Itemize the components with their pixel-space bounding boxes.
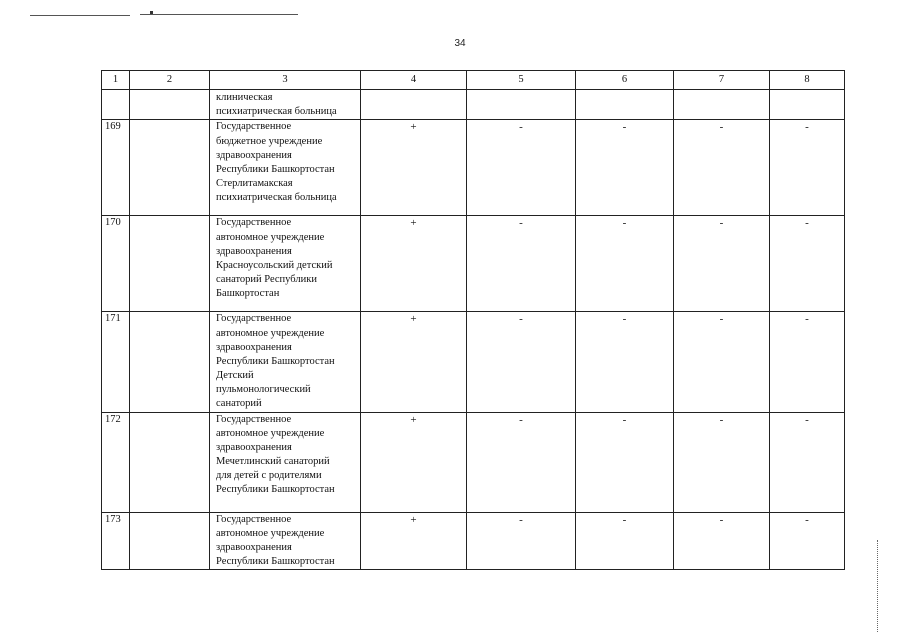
institution-name: Государственное автономное учреждение здравоохранения Республики Башкортостан xyxy=(210,512,361,570)
mark-col4: + xyxy=(361,412,467,512)
mark-col5: - xyxy=(467,120,576,216)
row-number: 173 xyxy=(102,512,130,570)
row-col2 xyxy=(130,90,210,120)
header-cell-1: 1 xyxy=(102,71,130,90)
mark-col6 xyxy=(576,90,674,120)
header-cell-2: 2 xyxy=(130,71,210,90)
row-col2 xyxy=(130,512,210,570)
row-number xyxy=(102,90,130,120)
mark-col5: - xyxy=(467,412,576,512)
mark-col4: + xyxy=(361,312,467,412)
table-row xyxy=(102,412,845,512)
table-row xyxy=(102,312,845,412)
table-row-continuation xyxy=(102,90,845,120)
header-cell-8: 8 xyxy=(770,71,845,90)
table-row xyxy=(102,120,845,216)
mark-col5: - xyxy=(467,216,576,312)
row-col2 xyxy=(130,312,210,412)
table-header-row xyxy=(102,71,845,90)
mark-col7: - xyxy=(674,120,770,216)
mark-col6: - xyxy=(576,512,674,570)
institution-name: Государственное автономное учреждение здравоохранения Красноусольский детский санаторий Республики Башкортостан xyxy=(210,216,361,312)
table-row xyxy=(102,512,845,570)
row-col2 xyxy=(130,412,210,512)
mark-col5 xyxy=(467,90,576,120)
mark-col8: - xyxy=(770,312,845,412)
mark-col6: - xyxy=(576,120,674,216)
mark-col5: - xyxy=(467,512,576,570)
mark-col7: - xyxy=(674,216,770,312)
header-cell-4: 4 xyxy=(361,71,467,90)
row-number: 171 xyxy=(102,312,130,412)
mark-col7: - xyxy=(674,312,770,412)
institution-name: Государственное автономное учреждение здравоохранения Республики Башкортостан Детский пульмонологический санаторий xyxy=(210,312,361,412)
scan-rule-left xyxy=(30,15,130,16)
mark-col4 xyxy=(361,90,467,120)
mark-col5: - xyxy=(467,312,576,412)
table-row xyxy=(102,216,845,312)
mark-col8: - xyxy=(770,412,845,512)
scan-mark xyxy=(150,11,153,14)
mark-col4: + xyxy=(361,512,467,570)
header-cell-3: 3 xyxy=(210,71,361,90)
mark-col8 xyxy=(770,90,845,120)
header-cell-5: 5 xyxy=(467,71,576,90)
mark-col6: - xyxy=(576,412,674,512)
page-number: 34 xyxy=(454,38,466,49)
mark-col7: - xyxy=(674,512,770,570)
mark-col7 xyxy=(674,90,770,120)
scan-rule-right xyxy=(140,14,298,15)
header-cell-6: 6 xyxy=(576,71,674,90)
institution-name: клиническая психиатрическая больница xyxy=(210,90,361,120)
row-number: 170 xyxy=(102,216,130,312)
institution-name: Государственное бюджетное учреждение здравоохранения Республики Башкортостан Стерлитамакская психиатрическая больница xyxy=(210,120,361,216)
mark-col8: - xyxy=(770,512,845,570)
row-number: 172 xyxy=(102,412,130,512)
row-col2 xyxy=(130,120,210,216)
mark-col4: + xyxy=(361,120,467,216)
institutions-table xyxy=(101,70,845,570)
row-col2 xyxy=(130,216,210,312)
row-number: 169 xyxy=(102,120,130,216)
mark-col8: - xyxy=(770,216,845,312)
mark-col6: - xyxy=(576,312,674,412)
scan-edge-line xyxy=(877,540,878,632)
mark-col4: + xyxy=(361,216,467,312)
header-cell-7: 7 xyxy=(674,71,770,90)
institution-name: Государственное автономное учреждение здравоохранения Мечетлинский санаторий для детей с родителями Республики Башкортостан xyxy=(210,412,361,512)
mark-col8: - xyxy=(770,120,845,216)
mark-col7: - xyxy=(674,412,770,512)
mark-col6: - xyxy=(576,216,674,312)
